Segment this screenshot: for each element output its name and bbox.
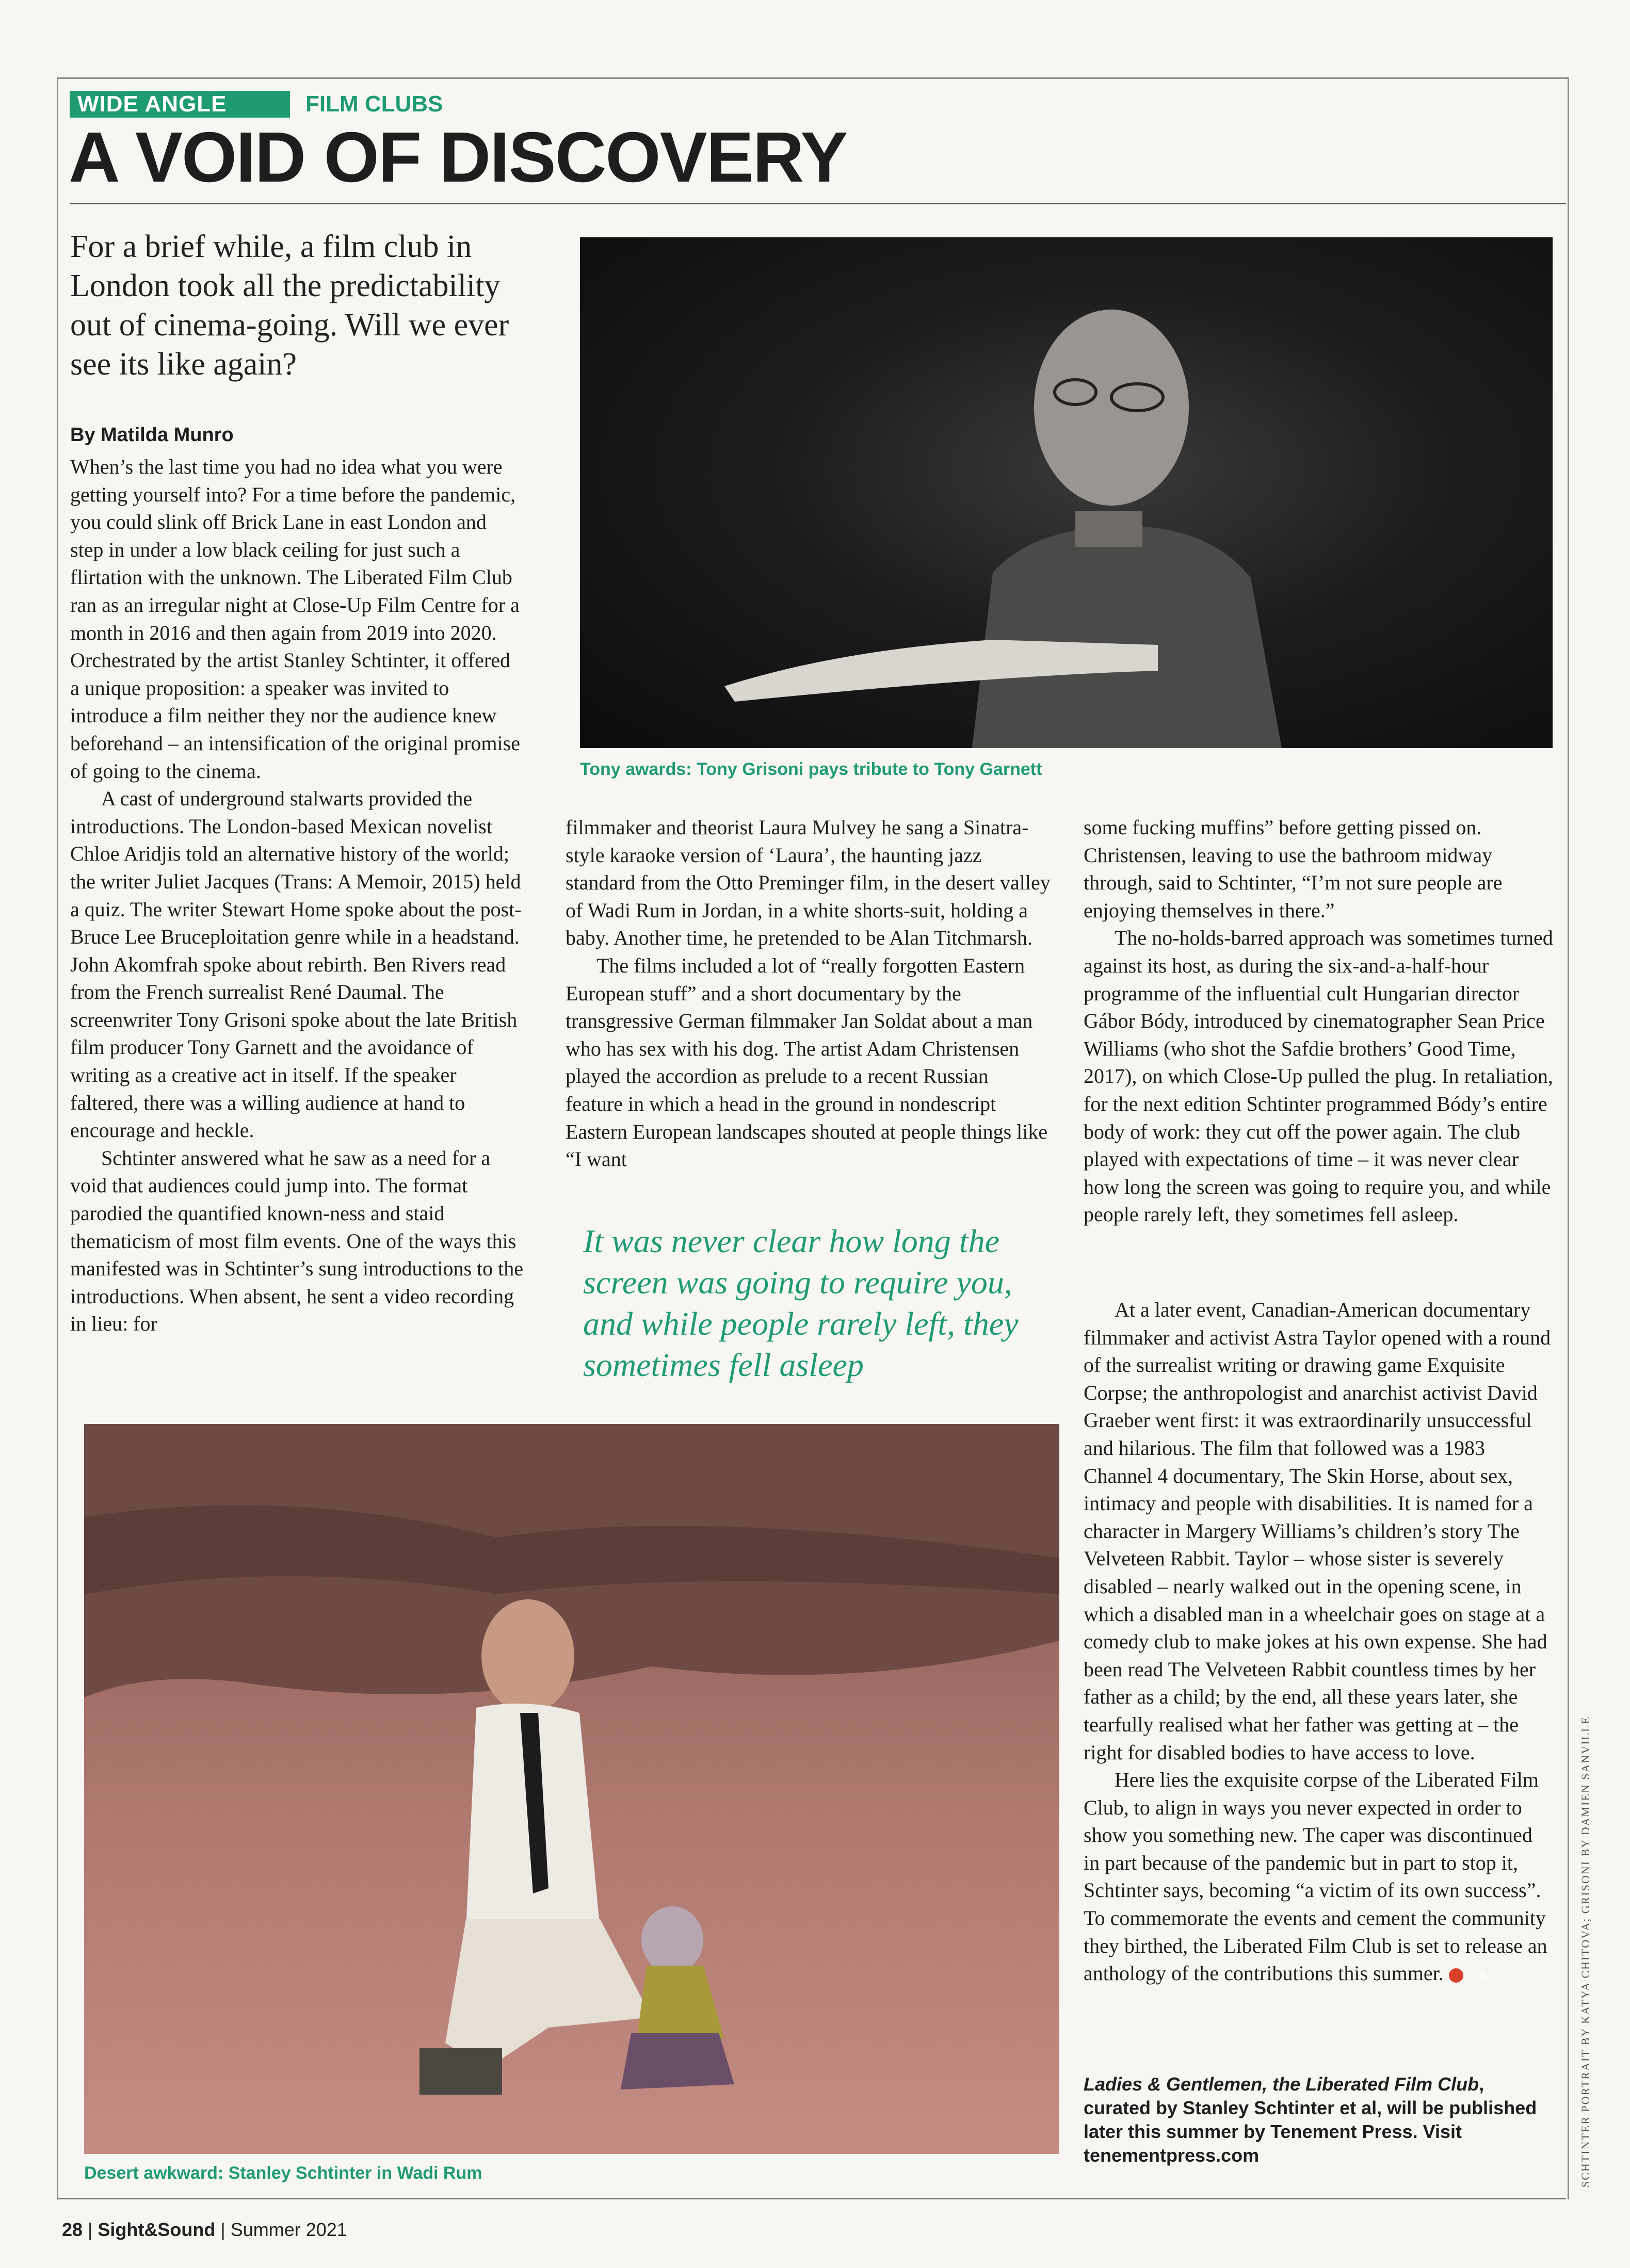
caption-bottom-photo: Desert awkward: Stanley Schtinter in Wadi Rum bbox=[84, 2163, 482, 2183]
header-rule bbox=[70, 203, 1566, 204]
byline: By Matilda Munro bbox=[70, 424, 234, 446]
paragraph: Schtinter answered what he saw as a need for a void that audiences could jump into. The format parodied the quantified known-ness and staid thematicism of most film events. One of the ways this manifested was in Schtinter’s sung introductions to the introductions. When absent, he sent a video recording in lieu: for bbox=[70, 1146, 524, 1336]
paragraph: The films included a lot of “really forgotten Eastern European stuff” and a short documentary by the transgressive German filmmaker Jan Soldat about a man who has sex with his dog. The artist Adam Christensen played the accordion as prelude to a recent Russian feature in which a head in the ground in nondescript Eastern European landscapes shouted at people things like “I want bbox=[566, 953, 1048, 1171]
end-mark-icon: S bbox=[1449, 1968, 1463, 1983]
paragraph: When’s the last time you had no idea what you were getting yourself into? For a time before the pandemic, you could slink off Brick Lane in east London and step in under a low black ceiling for just such a flirtation with the unknown. The Liberated Film Club ran as an irregular night at Close-Up Film Centre for a month in 2016 and then again from 2019 into 2020. Orchestrated by the artist Stanley Schtinter, it offered a unique proposition: a speaker was invited to introduce a film neither they nor the audience knew beforehand – an intensification of the original promise of going to the cinema. bbox=[70, 455, 520, 783]
book-title: Ladies & Gentlemen, the Liberated Film Club bbox=[1084, 2073, 1479, 2095]
photo-tony-grisoni bbox=[580, 237, 1553, 748]
paragraph: filmmaker and theorist Laura Mulvey he sang a Sinatra-style karaoke version of ‘Laura’, the haunting jazz standard from the Otto Preminger film, in the desert valley of Wadi Rum in Jordan, in a white shorts-suit, holding a baby. Another time, he pretended to be Alan Titchmarsh. bbox=[566, 816, 1051, 950]
paragraph: The no-holds-barred approach was sometimes turned against its host, as during the six-and-a-half-hour programme of the influential cult Hungarian director Gábor Bódy, introduced by cinematographer Sean Price Williams (who shot the Safdie brothers’ Good Time, 2017), on which Close-Up pulled the plug. In retaliation, for the next edition Schtinter programmed Bódy’s entire body of work: they cut off the power again. The club played with expectations of time – it was never clear how long the screen was going to require you, and while people rarely left, they sometimes fell asleep. bbox=[1084, 926, 1553, 1226]
paragraph: At a later event, Canadian-American documentary filmmaker and activist Astra Taylor opened with a round of the surrealist writing or drawing game Exquisite Corpse; the anthropologist and anarchist activist David Graeber went first: it was extraordinarily unsuccessful and hilarious. The film that followed was a 1983 Channel 4 documentary, The Skin Horse, about sex, intimacy and people with disabilities. It is named for a character in Margery Williams’s children’s story The Velveteen Rabbit. Taylor – whose sister is severely disabled – nearly walked out in the opening scene, in which a disabled man in a wheelchair goes on stage at a comedy club to make jokes at his own expense. She had been read The Velveteen Rabbit countless times by her father as a child; by the end, all these years later, she tearfully realised what her father was getting at – the right for disabled bodies to have access to love. bbox=[1084, 1298, 1551, 1764]
footer-rule bbox=[57, 2198, 1566, 2199]
section-tag: WIDE ANGLE bbox=[77, 91, 227, 117]
photo-grisoni-illustration bbox=[580, 237, 1553, 748]
magazine-name: Sight&Sound bbox=[98, 2219, 216, 2240]
issue-date: Summer 2021 bbox=[230, 2219, 347, 2240]
paragraph: some fucking muffins” before getting pissed on. Christensen, leaving to use the bathroom midway through, said to Schtinter, “I’m not sure people are enjoying themselves in there.” bbox=[1084, 816, 1503, 922]
photo-stanley-schtinter bbox=[84, 1424, 1059, 2154]
book-credit bbox=[1084, 2072, 1553, 2167]
standfirst: For a brief while, a film club in London took all the predictability out of cinema-going. Will we ever see its like again? bbox=[70, 229, 509, 382]
caption-top-photo: Tony awards: Tony Grisoni pays tribute to Tony Garnett bbox=[580, 759, 1042, 779]
photo-schtinter-illustration bbox=[84, 1424, 1059, 2154]
body-column-3 bbox=[1084, 814, 1553, 1228]
photo-credit: SCHTINTER PORTRAIT BY KATYA CHITOVA; GRISONI BY DAMIEN SANVILLE bbox=[1579, 1716, 1592, 2188]
page-footer: 28 | Sight&Sound | Summer 2021 bbox=[62, 2219, 347, 2240]
section-label: FILM CLUBS bbox=[305, 91, 443, 117]
body-column-2 bbox=[566, 814, 1051, 1173]
body-column-3-continued bbox=[1084, 1296, 1553, 1987]
body-column-1 bbox=[70, 453, 524, 1338]
page-number: 28 bbox=[62, 2219, 83, 2240]
paragraph-text: Here lies the exquisite corpse of the Liberated Film Club, to align in ways you never expected in order to show you something new. The caper was discontinued in part because of the pandemic but in part to stop it, Schtinter says, becoming “a victim of its own success”. To commemorate the events and cement the community they birthed, the Liberated Film Club is set to release an anthology of the contributions this summer. bbox=[1084, 1768, 1547, 1985]
pull-quote: It was never clear how long the screen was going to require you, and while people rarely left, they sometimes fell asleep bbox=[583, 1223, 1019, 1383]
book-details: , curated by Stanley Schtinter et al, will be published later this summer by Tenement Press. Visit tenementpress.com bbox=[1084, 2073, 1537, 2166]
paragraph: A cast of underground stalwarts provided the introductions. The London-based Mexican novelist Chloe Aridjis told an alternative history of the world; the writer Juliet Jacques (Trans: A Memoir, 2015) held a quiz. The writer Stewart Home spoke about the post-Bruce Lee Bruceploitation genre while in a headstand. John Akomfrah spoke about rebirth. Ben Rivers read from the French surrealist René Daumal. The screenwriter Tony Grisoni spoke about the late British film producer Tony Garnett and the avoidance of writing as a creative act in itself. If the speaker faltered, there was a willing audience at hand to encourage and heckle. bbox=[70, 787, 522, 1142]
paragraph-final bbox=[1084, 1766, 1553, 1987]
headline: A VOID OF DISCOVERY bbox=[69, 118, 847, 197]
